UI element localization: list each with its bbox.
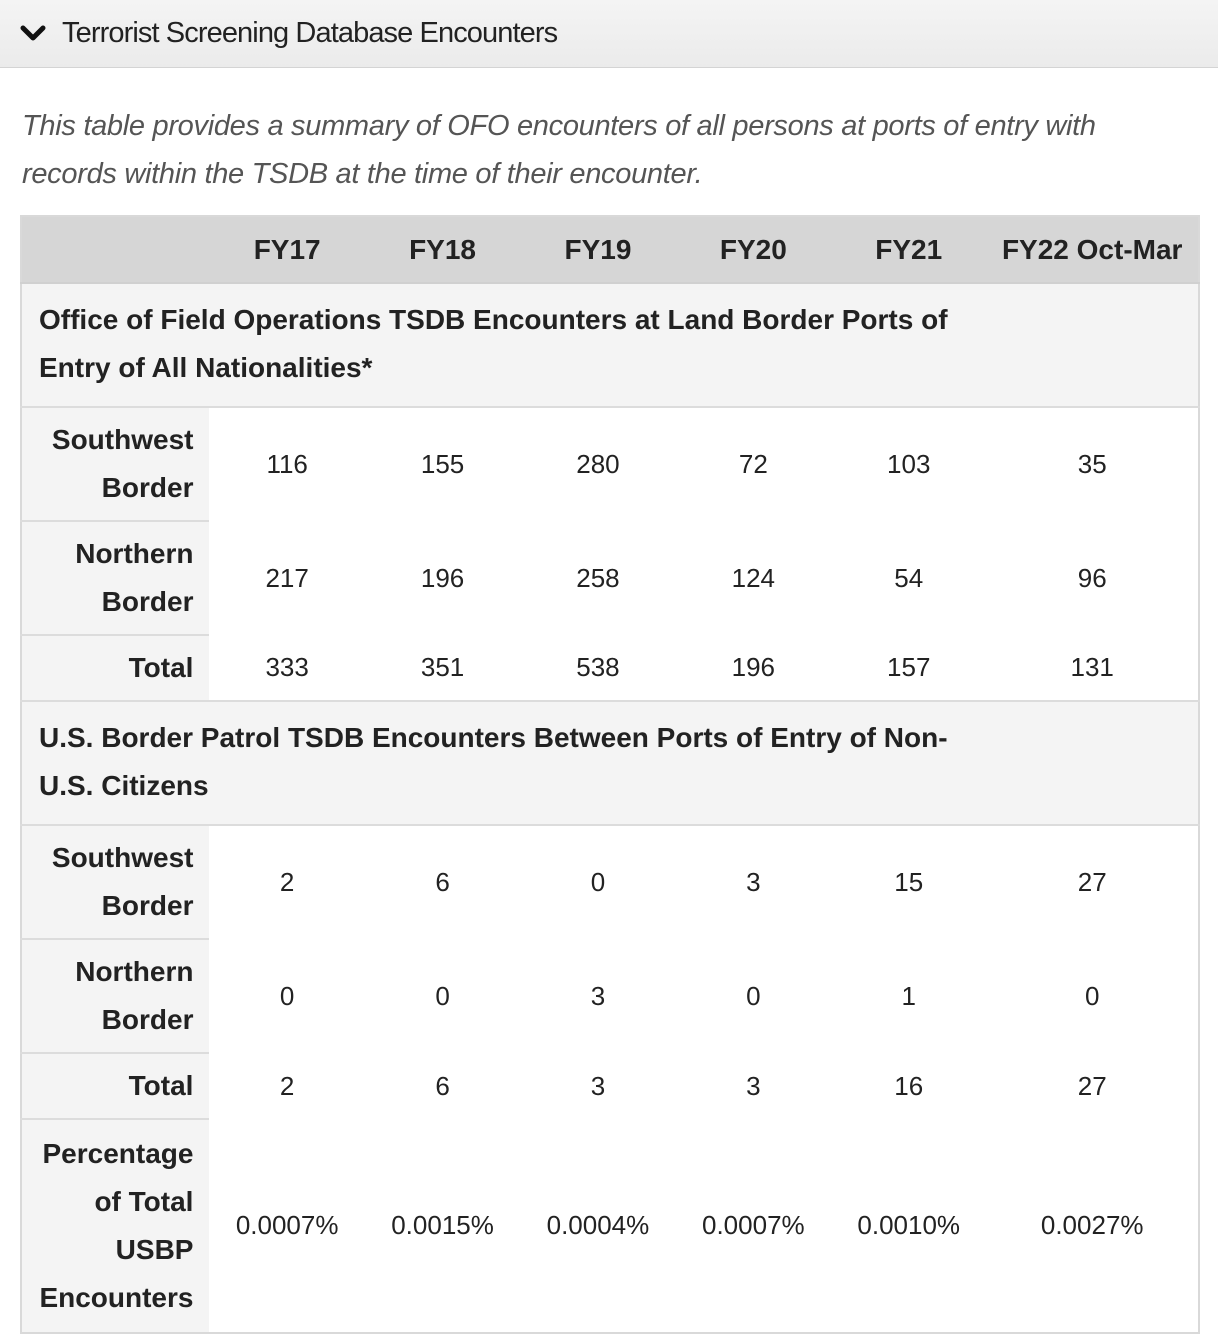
table-cell: 2 (209, 1053, 364, 1119)
table-cell: 0 (365, 939, 520, 1053)
table-row-total (21, 635, 1199, 701)
table-cell: 35 (986, 407, 1199, 521)
table-cell: 258 (520, 521, 675, 635)
row-label: Percentage of Total USBP Encounters (21, 1119, 209, 1333)
table-cell: 116 (209, 407, 364, 521)
table-cell: 3 (520, 939, 675, 1053)
table-header-row (21, 216, 1199, 283)
table-cell: 538 (520, 635, 675, 701)
table-cell: 0.0007% (209, 1119, 364, 1333)
column-header-fy21: FY21 (831, 216, 986, 283)
encounters-table (20, 215, 1200, 1334)
column-header-fy20: FY20 (676, 216, 831, 283)
table-cell: 103 (831, 407, 986, 521)
row-label: Northern Border (21, 521, 209, 635)
table-cell: 16 (831, 1053, 986, 1119)
table-cell: 157 (831, 635, 986, 701)
table-cell: 0 (676, 939, 831, 1053)
section-header-row (21, 701, 1199, 825)
table-cell: 333 (209, 635, 364, 701)
table-cell: 0.0004% (520, 1119, 675, 1333)
table-cell: 3 (676, 1053, 831, 1119)
table-cell: 196 (676, 635, 831, 701)
table-cell: 217 (209, 521, 364, 635)
table-cell: 0.0015% (365, 1119, 520, 1333)
table-cell: 0 (520, 825, 675, 939)
row-label: Northern Border (21, 939, 209, 1053)
intro-text: This table provides a summary of OFO encounters of all persons at ports of entry with records within the TSDB at the time of their encounter. (22, 110, 1096, 190)
table-cell: 15 (831, 825, 986, 939)
table-cell: 0.0007% (676, 1119, 831, 1333)
table-cell: 280 (520, 407, 675, 521)
row-label: Southwest Border (21, 407, 209, 521)
table-row-total (21, 1053, 1199, 1119)
table-cell: 351 (365, 635, 520, 701)
table-cell: 3 (676, 825, 831, 939)
accordion-title[interactable]: Terrorist Screening Database Encounters (62, 17, 558, 49)
row-label: Total (21, 635, 209, 701)
table-cell: 124 (676, 521, 831, 635)
table-cell: 131 (986, 635, 1199, 701)
table-cell: 6 (365, 1053, 520, 1119)
chevron-down-icon[interactable] (20, 22, 50, 46)
column-header-fy19: FY19 (520, 216, 675, 283)
table-cell: 0 (209, 939, 364, 1053)
table-row (21, 521, 1199, 635)
column-header (21, 216, 209, 283)
table-row (21, 825, 1199, 939)
table-row (21, 407, 1199, 521)
table-cell: 1 (831, 939, 986, 1053)
column-header-fy22: FY22 Oct-Mar (986, 216, 1199, 283)
table-cell: 0.0027% (986, 1119, 1199, 1333)
table-cell: 0 (986, 939, 1199, 1053)
table-row (21, 939, 1199, 1053)
row-label: Southwest Border (21, 825, 209, 939)
table-row-percentage (21, 1119, 1199, 1333)
table-cell: 54 (831, 521, 986, 635)
table-cell: 27 (986, 825, 1199, 939)
table-cell: 196 (365, 521, 520, 635)
table-cell: 0.0010% (831, 1119, 986, 1333)
table-cell: 2 (209, 825, 364, 939)
section-title: U.S. Border Patrol TSDB Encounters Between Ports of Entry of Non-U.S. Citizens (21, 701, 1199, 825)
table-cell: 96 (986, 521, 1199, 635)
table-cell: 72 (676, 407, 831, 521)
section-title: Office of Field Operations TSDB Encounters at Land Border Ports of Entry of All Nationalities* (21, 283, 1199, 407)
accordion-header[interactable] (0, 0, 1218, 68)
table-cell: 6 (365, 825, 520, 939)
column-header-fy18: FY18 (365, 216, 520, 283)
table-cell: 155 (365, 407, 520, 521)
section-header-row (21, 283, 1199, 407)
row-label: Total (21, 1053, 209, 1119)
table-cell: 27 (986, 1053, 1199, 1119)
column-header-fy17: FY17 (209, 216, 364, 283)
table-cell: 3 (520, 1053, 675, 1119)
